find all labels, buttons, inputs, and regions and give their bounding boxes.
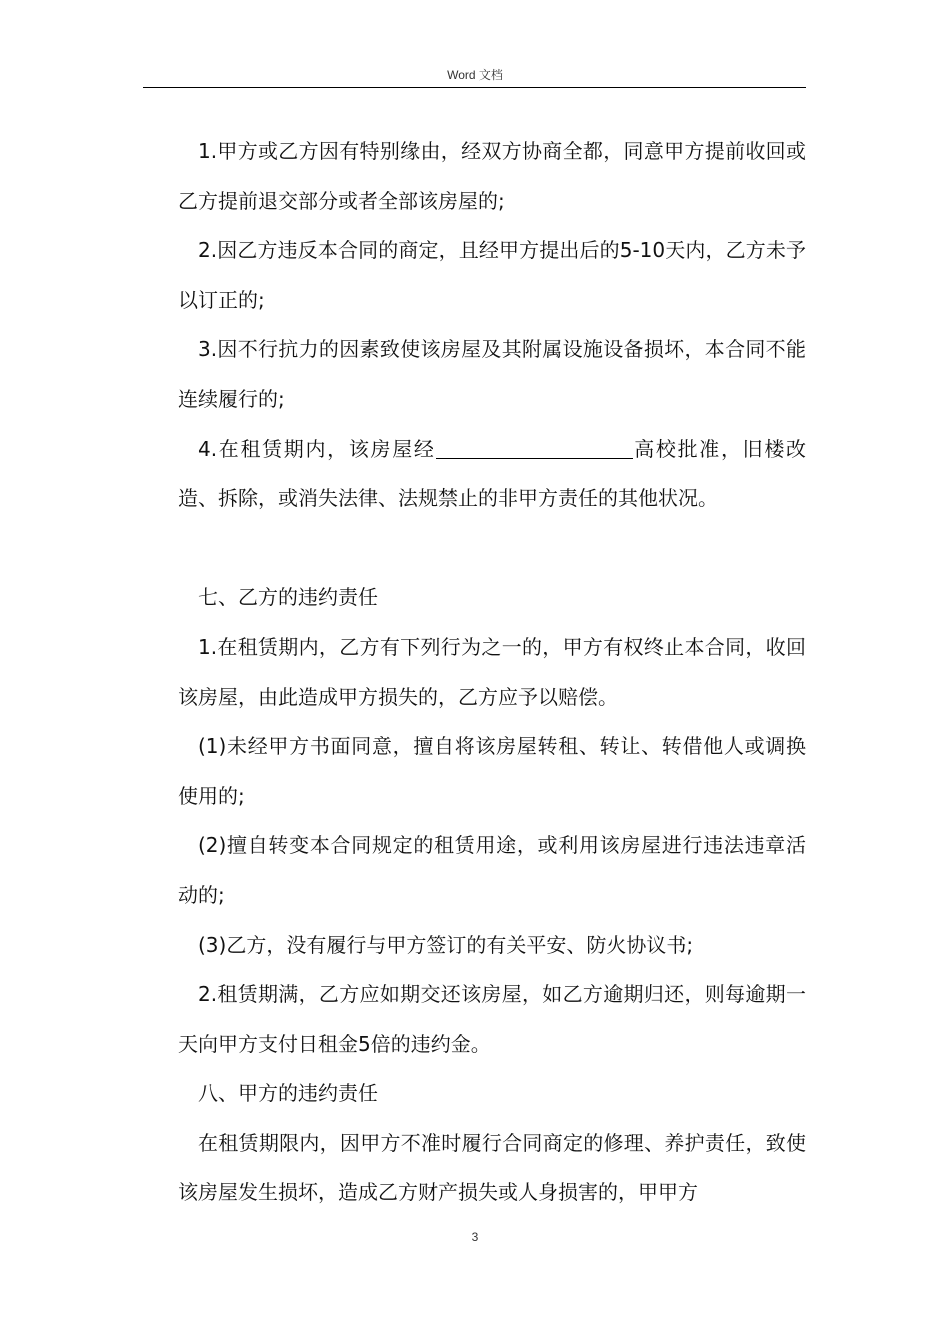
- clause-1: 1.甲方或乙方因有特别缘由，经双方协商全都，同意甲方提前收回或乙方提前退交部分或者全部该房屋的;: [178, 139, 806, 213]
- section-7-item-1-sub-2: (2)擅自转变本合同规定的租赁用途，或利用该房屋进行违法违章活动的;: [178, 833, 806, 907]
- document-body: [178, 127, 806, 1218]
- section-7-item-2: 2.租赁期满，乙方应如期交还该房屋，如乙方逾期归还，则每逾期一天向甲方支付日租金5倍的违约金。: [178, 982, 806, 1056]
- section-7-item-1: 1.在租赁期内，乙方有下列行为之一的，甲方有权终止本合同，收回该房屋，由此造成甲方损失的，乙方应予以赔偿。: [178, 634, 806, 709]
- clause-3: 3.因不行抗力的因素致使该房屋及其附属设施设备损坏，本合同不能连续履行的;: [178, 337, 806, 411]
- page-number: 3: [471, 1230, 479, 1244]
- clause-4-before-blank: 4.在租赁期内，该房屋经: [198, 436, 436, 461]
- section-8-heading: 八、甲方的违约责任: [198, 1081, 378, 1106]
- section-7-item-1-sub-3: (3)乙方，没有履行与甲方签订的有关平安、防火协议书;: [198, 932, 694, 957]
- section-8-item-1: 在租赁期限内，因甲方不准时履行合同商定的修理、养护责任，致使该房屋发生损坏，造成乙方财产损失或人身损害的，甲甲方: [178, 1130, 806, 1205]
- clause-2: 2.因乙方违反本合同的商定，且经甲方提出后的5-10天内，乙方未予以订正的;: [178, 238, 806, 312]
- section-7-item-1-sub-1: (1)未经甲方书面同意，擅自将该房屋转租、转让、转借他人或调换使用的;: [178, 734, 806, 808]
- section-7-heading: 七、乙方的违约责任: [198, 585, 378, 610]
- clause-4: [178, 425, 806, 524]
- page-header: Word 文档: [447, 68, 503, 82]
- clause-4-after-blank: 高校批准，旧楼改造、拆除，或消失法律、法规禁止的非甲方责任的其他状况。: [178, 436, 806, 511]
- fill-in-blank: [436, 438, 633, 459]
- header-rule: [143, 87, 806, 88]
